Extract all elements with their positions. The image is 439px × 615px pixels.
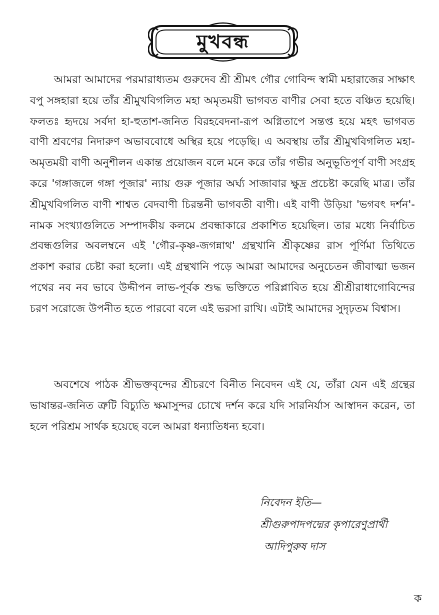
signature-line-2: শ্রীগুরুপাদপদ্মের কৃপারেণুপ্রার্থী bbox=[260, 519, 388, 531]
page-number: ক bbox=[414, 592, 422, 605]
heading-banner bbox=[148, 22, 298, 62]
page-title: মুখবন্ধ bbox=[196, 31, 250, 53]
paragraph-1: আমরা আমাদের পরমারাধ্যতম গুরুদেব শ্রী শ্রীমৎ গৌর গোবিন্দ স্বামী মহারাজের সাক্ষাৎ বপু সঙ্গহারা হয়ে তাঁর শ্রীমুখবিগলিত মহা অমৃতময়ী ভাগবত বাণীর সেবা হতে বঞ্চিত হয়েছি। ফলতঃ হৃদয়ে সর্বদা হা-হুতাশ-জনিত বিরহবেদনা-রূপ অগ্নিতাপে সন্তপ্ত হয়ে মহৎ ভাগবত বাণী শ্রবণের নিদারুণ অভাববোধে অস্থির হয়ে পড়েছি। এ অবস্থায় তাঁর শ্রীমুখবিগলিত মহা-অমৃতময়ী বাণী অনুশীলন একান্ত প্রয়োজন বলে মনে করে তাঁর গভীর অনুভূতিপূর্ণ বাণী সংগ্রহ করে 'গঙ্গাজলে গঙ্গা পূজার' ন্যায় গুরু পূজার অর্ঘ্য সাজাবার ক্ষুদ্র প্রচেষ্টা করেছি মাত্র। তাঁর শ্রীমুখবিগলিত বাণী শাশ্বত বেদবাণী চিরন্তনী ভাগবতী বাণী। এই বাণী উড়িয়া 'ভগবৎ দর্শন'-নামক সংখ্যাগুলিতে সম্পাদকীয় কলমে প্রবন্ধাকারে প্রকাশিত হয়েছিল। তার মধ্যে নির্বাচিত প্রবন্ধগুলির অবলম্বনে এই 'গৌর-কৃষ্ণ-জগন্নাথ' গ্রন্থখানি শ্রীকৃষ্ণের রাস পূর্ণিমা তিথিতে প্রকাশ করার চেষ্টা করা হলো। এই গ্রন্থখানি পড়ে আমরা আমাদের অনুচেতন জীবাত্মা ভজন পথের নব নব ভাবে উদ্দীপন লাভ-পূর্বক শুদ্ধ ভক্তিতে পরিপ্লাবিত হয়ে শ্রীশ্রীরাধাগোবিন্দের চরণ সরোজে উপনীত হতে পারবো বলে এই ভরসা রাখি। এটাই আমাদের সুদৃঢ়তম বিশ্বাস। bbox=[30, 74, 415, 315]
signature-line-3: আদিপুরুষ দাস bbox=[264, 541, 326, 553]
signature-block bbox=[260, 492, 430, 558]
signature-line-1: নিবেদন ইতি— bbox=[260, 497, 322, 509]
paragraph-2: অবশেষে পাঠক শ্রীভক্তবৃন্দের শ্রীচরণে বিনীত নিবেদন এই যে, তাঁরা যেন এই গ্রন্থের ভাষান্তর-জনিত ত্রুটি বিচ্যুতি ক্ষমাসুন্দর চোখে দর্শন করে যদি সারনির্যাস আস্বাদন করেন, তা হলে পরিশ্রম সার্থক হয়েছে বলে আমরা ধন্যাতিধন্য হবো। bbox=[30, 379, 415, 433]
